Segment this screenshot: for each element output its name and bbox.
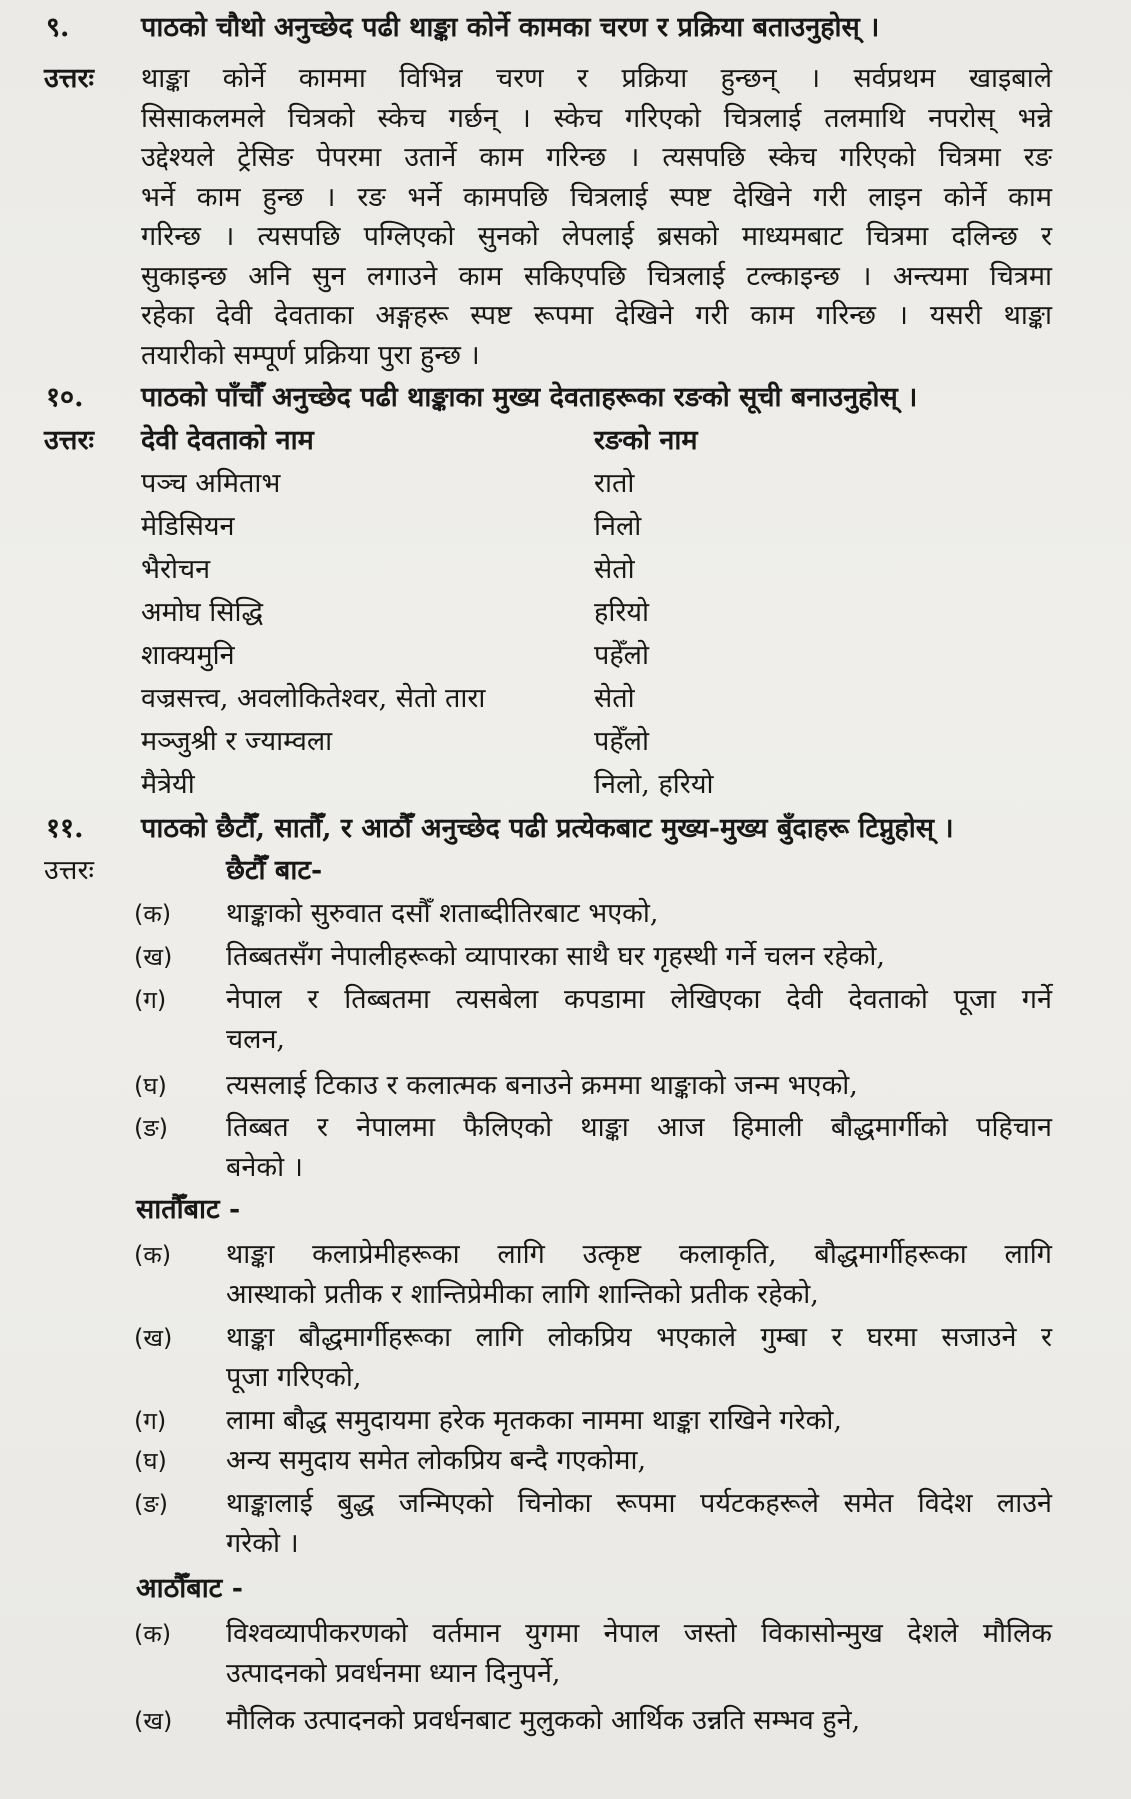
section-heading: सातौँबाट - — [136, 1194, 241, 1225]
list-marker: (ख) — [134, 1324, 173, 1352]
table-header-deity: देवी देवताको नाम — [141, 425, 314, 456]
answer-label: उत्तरः — [44, 63, 94, 94]
list-item — [0, 1441, 1131, 1481]
table-header-row — [0, 421, 1131, 461]
section-heading: छैटौँ बाट- — [226, 855, 323, 886]
question-number: ९. — [46, 12, 70, 43]
list-item-line: विश्वव्यापीकरणको वर्तमान युगमा नेपाल जस्तो विकासोन्मुख देशले मौलिक — [226, 1618, 1052, 1649]
table-row — [0, 507, 1131, 547]
table-row — [0, 593, 1131, 633]
question-text: पाठको छैटौँ, सातौँ, र आठौँ अनुच्छेद पढी प्रत्येकबाट मुख्य-मुख्य बुँदाहरू टिप्नुहोस् । — [141, 813, 954, 844]
list-marker: (ग) — [134, 1407, 167, 1435]
list-item — [0, 1235, 1131, 1315]
section-heading: आठौँबाट - — [136, 1573, 243, 1604]
list-item-line: अन्य समुदाय समेत लोकप्रिय बन्दै गएकोमा, — [226, 1445, 647, 1476]
color-name: सेतो — [594, 554, 635, 585]
list-item-line: थाङ्का कलाप्रेमीहरूका लागि उत्कृष्ट कलाकृति, बौद्धमार्गीहरूका लागि — [226, 1239, 1052, 1270]
list-item-line: आस्थाको प्रतीक र शान्तिप्रेमीका लागि शान्तिको प्रतीक रहेको, — [226, 1279, 819, 1310]
deity-name: अमोघ सिद्धि — [141, 597, 264, 628]
list-item — [0, 937, 1131, 977]
list-item-line: थाङ्का बौद्धमार्गीहरूका लागि लोकप्रिय भएकाले गुम्बा र घरमा सजाउने र — [226, 1322, 1052, 1353]
list-item-line: लामा बौद्ध समुदायमा हरेक मृतकका नाममा थाङ्का राखिने गरेको, — [226, 1405, 842, 1436]
table-row — [0, 550, 1131, 590]
deity-name: मेडिसियन — [141, 511, 235, 542]
list-item — [0, 894, 1131, 934]
answer-line: उद्देश्यले ट्रेसिङ पेपरमा उतार्ने काम गरिन्छ । त्यसपछि स्केच गरिएको चित्रमा रङ — [141, 142, 1052, 173]
list-marker: (ङ) — [134, 1490, 169, 1518]
table-row — [0, 765, 1131, 805]
color-name: हरियो — [594, 597, 650, 628]
list-item-line: थाङ्काको सुरुवात दसौँ शताब्दीतिरबाट भएको, — [226, 898, 659, 929]
table-header-color: रङको नाम — [594, 425, 698, 456]
question-number: १०. — [46, 382, 84, 413]
list-marker: (घ) — [134, 1447, 167, 1475]
list-item-line: चलन, — [226, 1024, 286, 1055]
color-name: पहेँलो — [594, 640, 649, 671]
list-item — [0, 1484, 1131, 1564]
answer-line: भर्ने काम हुन्छ । रङ भर्ने कामपछि चित्रलाई स्पष्ट देखिने गरी लाइन कोर्ने काम — [141, 181, 1052, 213]
color-name: रातो — [594, 468, 635, 499]
list-marker: (ङ) — [134, 1114, 169, 1142]
list-marker: (क) — [134, 1241, 172, 1269]
color-name: निलो, हरियो — [594, 769, 714, 800]
deity-name: शाक्यमुनि — [141, 640, 235, 671]
list-item-line: नेपाल र तिब्बतमा त्यसबेला कपडामा लेखिएका देवी देवताको पूजा गर्ने — [226, 984, 1052, 1015]
table-row — [0, 679, 1131, 719]
table-row — [0, 722, 1131, 762]
answer-line: गरिन्छ । त्यसपछि पग्लिएको सुनको लेपलाई ब्रसको माध्यमबाट चित्रमा दलिन्छ र — [141, 221, 1052, 252]
table-row — [0, 464, 1131, 504]
list-item — [0, 1108, 1131, 1188]
list-item — [0, 1701, 1131, 1741]
list-item-line: त्यसलाई टिकाउ र कलात्मक बनाउने क्रममा थाङ्काको जन्म भएको, — [226, 1070, 858, 1101]
deity-name: मैत्रेयी — [141, 769, 195, 800]
list-item-line: तिब्बत र नेपालमा फैलिएको थाङ्का आज हिमाली बौद्धमार्गीको पहिचान — [226, 1112, 1052, 1143]
list-item-line: गरेको । — [226, 1528, 299, 1559]
question-row — [0, 378, 1131, 418]
section-heading-row — [0, 1569, 1131, 1609]
list-item — [0, 980, 1131, 1060]
list-item — [0, 1318, 1131, 1398]
color-name: सेतो — [594, 683, 635, 714]
list-item-line: तिब्बतसँग नेपालीहरूको व्यापारका साथै घर गृहस्थी गर्ने चलन रहेको, — [226, 941, 886, 972]
deity-name: वज्रसत्त्व, अवलोकितेश्वर, सेतो तारा — [141, 683, 486, 714]
list-item-line: पूजा गरिएको, — [226, 1362, 362, 1393]
deity-name: मञ्जुश्री र ज्याम्वला — [141, 726, 333, 757]
answer-line: रहेका देवी देवताका अङ्गहरू स्पष्ट रूपमा देखिने गरी काम गरिन्छ । यसरी थाङ्का — [141, 300, 1052, 331]
list-item — [0, 1066, 1131, 1106]
color-name: निलो — [594, 511, 642, 542]
section-heading-row — [0, 1190, 1131, 1230]
deity-name: पञ्च अमिताभ — [141, 468, 281, 499]
list-item-line: उत्पादनको प्रवर्धनमा ध्यान दिनुपर्ने, — [226, 1658, 561, 1689]
list-item-line: थाङ्कालाई बुद्ध जन्मिएको चिनोका रूपमा पर्यटकहरूले समेत विदेश लाउने — [226, 1488, 1052, 1519]
list-item-line: बनेको । — [226, 1152, 303, 1183]
answer-line: सुकाइन्छ अनि सुन लगाउने काम सकिएपछि चित्रलाई टल्काइन्छ । अन्त्यमा चित्रमा — [141, 260, 1052, 292]
deity-name: भैरोचन — [141, 554, 211, 585]
list-marker: (ख) — [134, 943, 173, 971]
answer-line: तयारीको सम्पूर्ण प्रक्रिया पुरा हुन्छ । — [141, 339, 480, 371]
question-text: पाठको चौथो अनुच्छेद पढी थाङ्का कोर्ने कामका चरण र प्रक्रिया बताउनुहोस् । — [141, 12, 880, 43]
answer-line: सिसाकलमले चित्रको स्केच गर्छन् । स्केच गरिएको चित्रलाई तलमाथि नपरोस् भन्ने — [141, 102, 1052, 134]
list-marker: (क) — [134, 1620, 172, 1648]
answer-label: उत्तरः — [44, 855, 94, 886]
question-row — [0, 809, 1131, 849]
answer-label: उत्तरः — [44, 425, 94, 456]
question-text: पाठको पाँचौँ अनुच्छेद पढी थाङ्काका मुख्य देवताहरूका रङको सूची बनाउनुहोस् । — [141, 382, 918, 413]
table-row — [0, 636, 1131, 676]
answer-paragraph — [0, 59, 1131, 375]
list-marker: (क) — [134, 900, 172, 928]
list-item — [0, 1614, 1131, 1694]
section-heading-row — [0, 851, 1131, 891]
list-item-line: मौलिक उत्पादनको प्रवर्धनबाट मुलुकको आर्थिक उन्नति सम्भव हुने, — [226, 1705, 861, 1736]
list-item — [0, 1401, 1131, 1441]
answer-line: थाङ्का कोर्ने काममा विभिन्न चरण र प्रक्रिया हुन्छन् । सर्वप्रथम खाइबाले — [141, 63, 1052, 94]
list-marker: (घ) — [134, 1072, 167, 1100]
question-number: ११. — [46, 813, 84, 844]
list-marker: (ख) — [134, 1707, 173, 1735]
question-row — [0, 8, 1131, 48]
color-name: पहेँलो — [594, 726, 649, 757]
list-marker: (ग) — [134, 986, 167, 1014]
